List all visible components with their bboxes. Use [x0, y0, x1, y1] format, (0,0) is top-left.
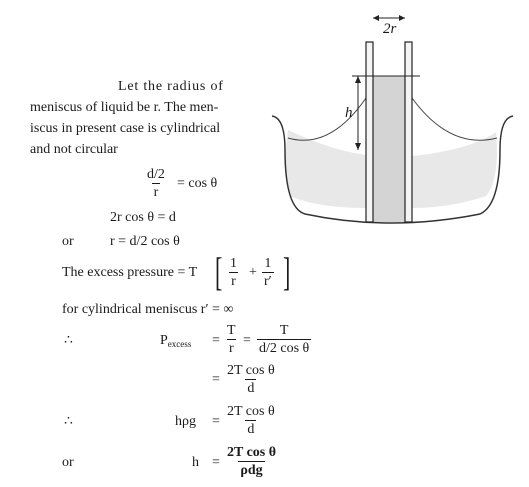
intro-line-1: Let the radius of	[118, 79, 224, 94]
hpg-eq: =	[212, 414, 220, 429]
hfinal-den: ρdg	[240, 463, 263, 478]
tube-wall-left	[366, 42, 373, 222]
pexcess-f2-den: d/2 cos θ	[259, 341, 310, 356]
excess-f1-den: r	[231, 274, 236, 289]
hpg-lhs: hρg	[175, 414, 196, 429]
bracket-right: ]	[283, 249, 291, 294]
pexcess-eq: =	[212, 333, 220, 348]
pexcess-f1-num: T	[227, 323, 236, 338]
eq3: r = d/2 cos θ	[110, 234, 180, 249]
hpg-num: 2T cos θ	[227, 404, 275, 419]
hpg-frac	[225, 405, 277, 437]
hfinal-frac	[225, 446, 278, 478]
intro-line-2: meniscus of liquid be r. The men-	[30, 100, 219, 115]
pexcess-f2-num: T	[279, 323, 289, 338]
excess-lhs: The excess pressure = T	[62, 265, 198, 280]
cyl-line: for cylindrical meniscus r′ = ∞	[62, 302, 234, 317]
excess-f1-num: 1	[230, 256, 237, 271]
pexcess-sub: excess	[167, 339, 192, 349]
hfinal-num: 2T cos θ	[227, 445, 277, 460]
excess-frac-1	[228, 257, 239, 289]
pexcess2-den: d	[247, 381, 255, 396]
pexcess-P: P	[160, 333, 168, 348]
pexcess-frac-2	[257, 324, 311, 356]
eq1-num: d/2	[147, 167, 165, 182]
tube-wall-right	[405, 42, 412, 222]
pexcess-f1-den: r	[228, 341, 234, 356]
excess-plus: +	[249, 265, 257, 280]
pexcess-lhs	[160, 334, 191, 349]
meniscus-left	[288, 98, 366, 140]
eq2: 2r cos θ = d	[110, 210, 176, 225]
hpg-therefore: ∴	[64, 414, 73, 429]
bracket-left: [	[215, 249, 223, 294]
excess-f2-den: r′	[264, 274, 272, 289]
excess-frac-2	[262, 257, 274, 289]
pexcess-eq2: =	[243, 333, 251, 348]
label-h: h	[345, 105, 353, 121]
pexcess2-num: 2T cos θ	[227, 363, 275, 378]
intro-line-3: iscus in present case is cylindrical	[30, 121, 221, 136]
pexcess2-frac	[225, 364, 277, 396]
hfinal-prefix: or	[62, 455, 74, 470]
excess-f2-num: 1	[264, 256, 272, 271]
hfinal-eq: =	[212, 455, 220, 470]
eq1-fraction	[145, 168, 167, 200]
eq3-prefix: or	[62, 234, 74, 249]
vessel-liquid-right	[412, 132, 497, 208]
tube-liquid	[373, 76, 405, 222]
pexcess-frac-1	[225, 324, 238, 356]
intro-line-4: and not circular	[30, 142, 118, 157]
eq1-den: r	[153, 185, 159, 200]
pexcess2-eq: =	[212, 372, 220, 387]
vessel-liquid	[285, 130, 366, 208]
label-2r: 2r	[383, 21, 397, 37]
hfinal-lhs: h	[192, 455, 199, 470]
pexcess-therefore: ∴	[64, 333, 73, 348]
hpg-den: d	[247, 422, 255, 437]
meniscus-right	[412, 98, 497, 140]
eq1-rhs: = cos θ	[177, 176, 218, 191]
